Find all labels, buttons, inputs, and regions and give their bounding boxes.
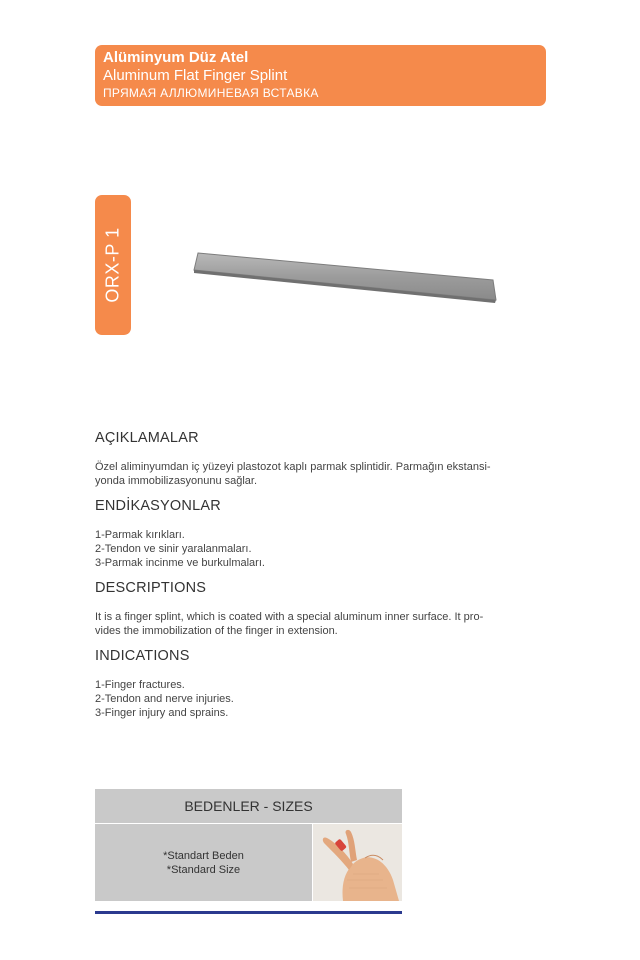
- product-code: ORX-P 1: [102, 227, 123, 303]
- aciklamalar-line-1: Özel aliminyumdan iç yüzeyi plastozot kaplı parmak splintidir. Parmağın ekstansi-: [95, 461, 491, 473]
- indication-item: 2-Tendon and nerve injuries.: [95, 693, 234, 705]
- size-standard-en: *Standard Size: [166, 863, 241, 876]
- indication-item: 3-Finger injury and sprains.: [95, 707, 229, 719]
- aciklamalar-heading: AÇIKLAMALAR: [95, 430, 199, 446]
- title-russian: ПРЯМАЯ АЛЛЮМИНЕВАЯ ВСТАВКА: [103, 86, 319, 100]
- sizes-bottom-bar: [95, 911, 402, 914]
- description-content: [95, 430, 545, 720]
- splint-image: [190, 245, 500, 310]
- size-standard-tr: *Standart Beden: [163, 849, 244, 862]
- product-header: [95, 45, 546, 106]
- product-code-tab: [95, 195, 131, 335]
- indication-item: 1-Finger fractures.: [95, 679, 185, 691]
- sizes-panel: [95, 789, 402, 916]
- title-english: Aluminum Flat Finger Splint: [103, 67, 288, 84]
- sizes-heading: BEDENLER - SIZES: [95, 789, 402, 823]
- endikasyon-item: 2-Tendon ve sinir yaralanmaları.: [95, 543, 252, 555]
- descriptions-line-1: It is a finger splint, which is coated with a special aluminum inner surface. It pro-: [95, 611, 484, 623]
- endikasyonlar-heading: ENDİKASYONLAR: [95, 498, 221, 514]
- title-turkish: Alüminyum Düz Atel: [103, 49, 249, 66]
- descriptions-line-2: vides the immobilization of the finger in extension.: [95, 625, 338, 637]
- descriptions-heading: DESCRIPTIONS: [95, 580, 207, 596]
- endikasyon-item: 3-Parmak incinme ve burkulmaları.: [95, 557, 265, 569]
- hand-photo: [313, 824, 402, 901]
- aciklamalar-line-2: yonda immobilizasyonunu sağlar.: [95, 475, 258, 487]
- sizes-body: [95, 824, 312, 901]
- endikasyon-item: 1-Parmak kırıkları.: [95, 529, 185, 541]
- indications-heading: INDICATIONS: [95, 648, 190, 664]
